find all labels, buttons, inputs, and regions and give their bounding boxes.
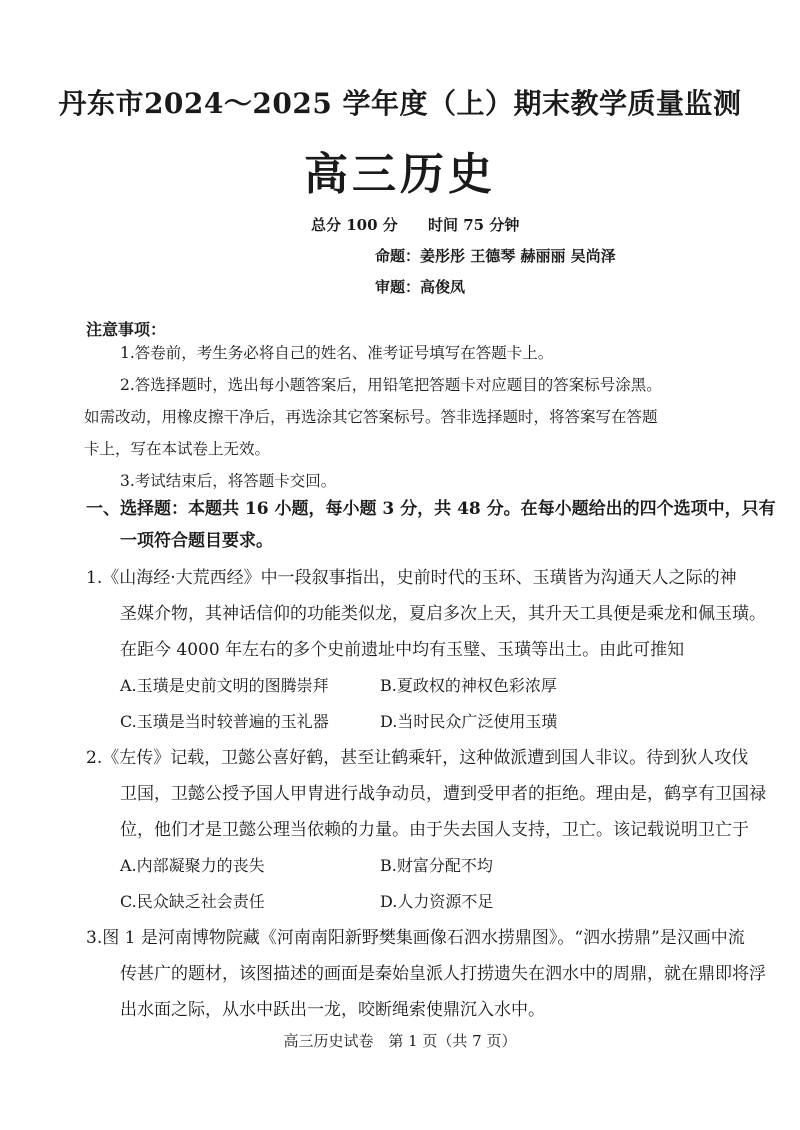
question-authors: 命题：姜彤彤 王德琴 赫丽丽 吴尚泽 (375, 247, 616, 265)
question-2-option-c: C.民众缺乏社会责任 (120, 892, 265, 911)
question-1-line: 1.《山海经·大荒西经》中一段叙事指出，史前时代的玉环、玉璜皆为沟通天人之际的神 (86, 568, 737, 588)
exam-time: 时间 75 分钟 (428, 216, 520, 234)
notice-item: 卡上，写在本试卷上无效。 (84, 440, 271, 458)
question-1-option-b: B.夏政权的神权色彩浓厚 (380, 676, 557, 695)
footer-page-number: 第 1 页（共 7 页） (388, 1032, 517, 1050)
question-1-line: 圣媒介物，其神话信仰的功能类似龙，夏启多次上天，其升天工具便是乘龙和佩玉璜。 (120, 604, 766, 624)
section-heading-cont: 一项符合题目要求。 (120, 531, 273, 551)
exam-title: 丹东市2024～2025 学年度（上）期末教学质量监测 (58, 87, 742, 120)
question-2-line: 2.《左传》记载，卫懿公喜好鹤，甚至让鹤乘轩，这种做派遭到国人非议。待到狄人攻伐 (86, 748, 749, 768)
question-3-line: 3.图 1 是河南博物院藏《河南南阳新野樊集画像石泗水捞鼎图》。“泗水捞鼎”是汉画中流 (86, 928, 745, 948)
question-1-line: 在距今 4000 年左右的多个史前遗址中均有玉璧、玉璜等出土。由此可推知 (120, 640, 685, 660)
question-3-line: 出水面之际，从水中跃出一龙，咬断绳索使鼎沉入水中。 (120, 1000, 545, 1020)
question-1-option-c: C.玉璜是当时较普遍的玉礼器 (120, 712, 329, 731)
question-2-option-a: A.内部凝聚力的丧失 (120, 856, 265, 875)
notice-item: 2.答选择题时，选出每小题答案后，用铅笔把答题卡对应题目的答案标号涂黑。 (120, 376, 662, 394)
question-2-option-d: D.人力资源不足 (380, 892, 494, 911)
question-3-line: 传甚广的题材，该图描述的画面是秦始皇派人打捞遗失在泗水中的周鼎，就在鼎即将浮 (120, 964, 766, 984)
question-2-option-b: B.财富分配不均 (380, 856, 493, 875)
notice-title: 注意事项： (86, 320, 167, 339)
page-footer (0, 1030, 800, 1051)
question-1-option-d: D.当时民众广泛使用玉璜 (380, 712, 558, 731)
notice-item: 如需改动，用橡皮擦干净后，再选涂其它答案标号。答非选择题时，将答案写在答题 (84, 408, 658, 426)
reviewer: 审题：高俊凤 (375, 278, 466, 296)
footer-exam-name: 高三历史试卷 (283, 1032, 374, 1050)
total-score: 总分 100 分 (311, 216, 398, 234)
section-heading: 一、选择题：本题共 16 小题，每小题 3 分，共 48 分。在每小题给出的四个选项中，只有 (86, 499, 776, 519)
notice-item: 1.答卷前，考生务必将自己的姓名、准考证号填写在答题卡上。 (120, 344, 554, 362)
question-2-line: 位，他们才是卫懿公理当依赖的力量。由于失去国人支持，卫亡。该记载说明卫亡于 (120, 820, 749, 840)
question-1-option-a: A.玉璜是史前文明的图腾崇拜 (120, 676, 329, 695)
notice-item: 3.考试结束后，将答题卡交回。 (120, 472, 337, 490)
question-2-line: 卫国，卫懿公授予国人甲胄进行战争动员，遭到受甲者的拒绝。理由是，鹤享有卫国禄 (120, 784, 766, 804)
subject-title: 高三历史 (304, 149, 496, 200)
